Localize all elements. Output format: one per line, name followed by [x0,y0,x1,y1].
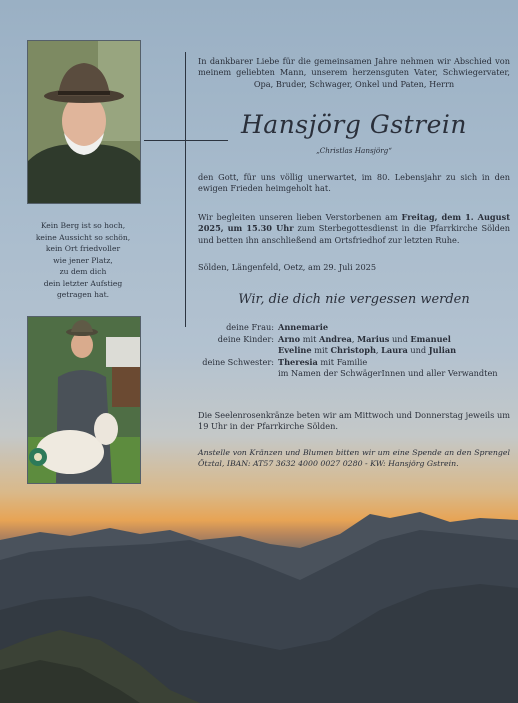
poem [27,220,139,301]
rosary-info: Die Seelenrosenkränze beten wir am Mittwoch und Donnerstag jeweils um 19 Uhr in der Pfarrkirche Sölden. [198,410,510,432]
mourner-value [278,357,510,380]
partner-name: Christoph [330,345,376,356]
mourner-label: deine Frau: [226,322,274,332]
funeral-date: Freitag, dem 1. August 2025, [198,212,510,234]
funeral-time: um 15.30 Uhr [227,223,294,234]
poem-line: wie jener Platz, [53,255,113,265]
mourner-row-wife [198,322,510,334]
donation-info: Anstelle von Kränzen und Blumen bitten wir um eine Spende an den Sprengel Ötztal, IBAN: AT57 3632 4000 0027 0280 - KW: Hansjörg Gstrein. [198,448,510,469]
portrait-photo-hat [27,40,141,204]
funeral-text: Wir begleiten unseren lieben Verstorbenen am [198,212,402,222]
grandchild-name: Marius [357,333,390,344]
wife-name: Annemarie [278,322,329,332]
death-notice: den Gott, für uns völlig unerwartet, im 80. Lebensjahr zu sich in den ewigen Frieden heimgeholt hat. [198,172,510,194]
mourner-label: deine Schwester: [202,356,274,367]
inlaws-text: im Namen der SchwägerInnen und aller Verwandten [278,368,498,379]
deceased-name: Hansjörg Gstrein [240,110,468,139]
partner-name: Andrea [318,333,352,344]
mourner-label: deine Kinder: [217,333,274,344]
child-name: Arno [278,333,301,344]
cross-vertical [185,52,186,327]
sister-name: Theresia [278,356,318,367]
place-date: Sölden, Längenfeld, Oetz, am 29. Juli 2025 [198,262,377,272]
poem-line: Kein Berg ist so hoch, [40,221,126,230]
connector: mit Familie [317,356,368,367]
poem-line: zu dem dich [59,267,107,276]
poem-line: kein Ort friedvoller [45,244,121,253]
photo-with-sheep [27,316,141,484]
connector: mit [311,345,331,356]
grandchild-name: Laura [381,345,408,356]
intro-text: In dankbarer Liebe für die gemeinsamen Jahre nehmen wir Abschied von meinem geliebten Mann, unserem herzensguten Vater, Schwiegervater, Opa, Bruder, Schwager, Onkel und Paten, Herrn [198,56,510,89]
child-name: Eveline [278,345,312,356]
poem-line: dein letzter Aufstieg [43,278,123,288]
cross-horizontal [144,140,228,141]
mourner-value [278,334,510,357]
connector: und [389,333,411,344]
connector: , [351,333,358,344]
grandchild-name: Julian [428,345,457,356]
poem-line: getragen hat. [56,290,110,299]
funeral-text-rest: zum Sterbegottesdienst in die Pfarrkirche Sölden und betten ihn anschließend am Ortsfriedhof zur letzten Ruhe. [198,223,510,245]
connector: mit [300,333,319,344]
mourner-row-children [198,334,510,357]
poem-line: keine Aussicht so schön, [35,232,131,242]
mourner-row-sister [198,357,510,380]
mourners-title: Wir, die dich nie vergessen werden [238,292,470,307]
mourners-list [198,322,510,380]
mourner-value [278,322,510,334]
mountain-landscape [0,500,518,703]
funeral-info [198,212,510,246]
nickname: „Christlas Hansjörg“ [316,146,392,155]
grandchild-name: Emanuel [410,333,451,344]
connector: und [407,345,429,356]
connector: , [375,345,382,356]
